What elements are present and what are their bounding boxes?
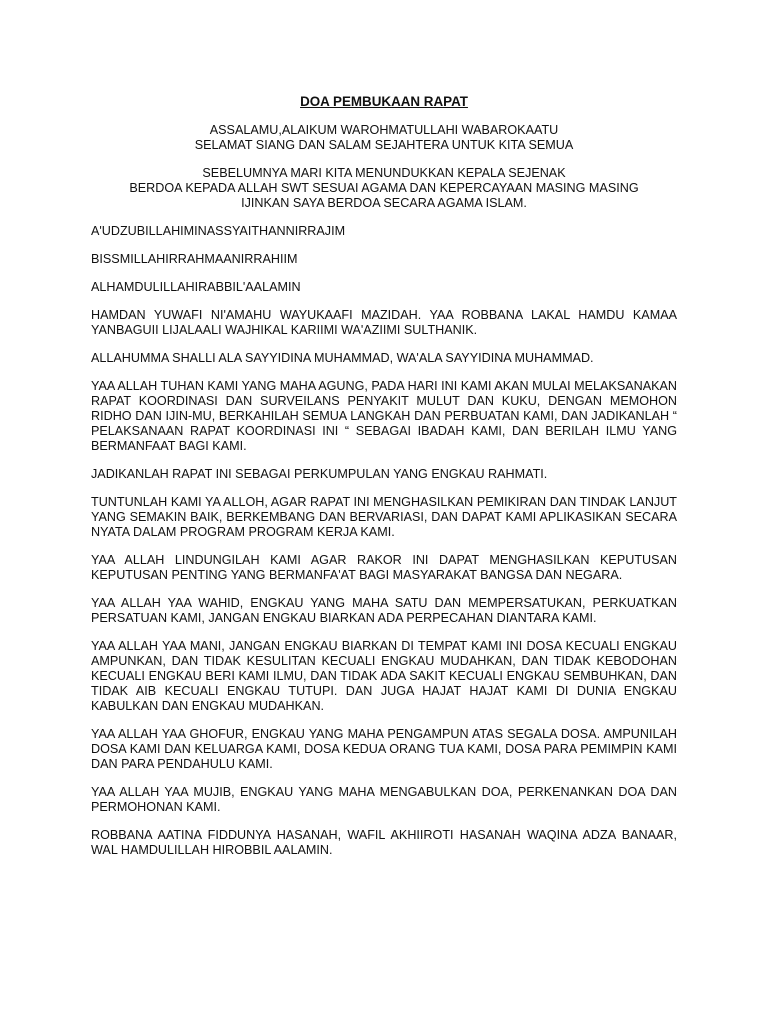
document-title: DOA PEMBUKAAN RAPAT (300, 94, 468, 109)
prayer-paragraph: TUNTUNLAH KAMI YA ALLOH, AGAR RAPAT INI MENGHASILKAN PEMIKIRAN DAN TINDAK LANJUT YANG SEMAKIN BAIK, BERKEMBANG DAN BERVARIASI, DAN DAPAT KAMI APLIKASIKAN SECARA NYATA DALAM PROGRAM PROGRAM KERJA KAMI. (91, 495, 677, 539)
greeting-line: SELAMAT SIANG DAN SALAM SEJAHTERA UNTUK KITA SEMUA (194, 138, 574, 152)
prayer-paragraph: ROBBANA AATINA FIDDUNYA HASANAH, WAFIL AKHIIROTI HASANAH WAQINA ADZA BANAAR, WAL HAMDULILLAH HIROBBIL AALAMIN. (91, 828, 677, 857)
intro-line: BERDOA KEPADA ALLAH SWT SESUAI AGAMA DAN KEPERCAYAAN MASING MASING (129, 181, 639, 195)
prayer-paragraph: HAMDAN YUWAFI NI'AMAHU WAYUKAAFI MAZIDAH. YAA ROBBANA LAKAL HAMDU KAMAA YANBAGUII LIJALAALI WAJHIKAL KARIIMI WA'AZIIMI SULTHANIK. (91, 308, 677, 337)
prayer-paragraph: YAA ALLAH YAA GHOFUR, ENGKAU YANG MAHA PENGAMPUN ATAS SEGALA DOSA. AMPUNILAH DOSA KAMI DAN KELUARGA KAMI, DOSA KEDUA ORANG TUA KAMI, DOSA PARA PEMIMPIN KAMI DAN PARA PENDAHULU KAMI. (91, 727, 677, 771)
greeting-block (91, 123, 677, 153)
intro-line: IJINKAN SAYA BERDOA SECARA AGAMA ISLAM. (241, 196, 527, 210)
prayer-paragraph: JADIKANLAH RAPAT INI SEBAGAI PERKUMPULAN YANG ENGKAU RAHMATI. (91, 467, 548, 481)
prayer-paragraph: ALLAHUMMA SHALLI ALA SAYYIDINA MUHAMMAD, WA'ALA SAYYIDINA MUHAMMAD. (91, 351, 594, 365)
prayer-paragraph: ALHAMDULILLAHIRABBIL'AALAMIN (91, 280, 301, 294)
prayer-paragraph: YAA ALLAH LINDUNGILAH KAMI AGAR RAKOR INI DAPAT MENGHASILKAN KEPUTUSAN KEPUTUSAN PENTING YANG BERMANFA'AT BAGI MASYARAKAT BANGSA DAN NEGARA. (91, 553, 677, 582)
intro-line: SEBELUMNYA MARI KITA MENUNDUKKAN KEPALA SEJENAK (202, 166, 566, 180)
prayer-paragraph: YAA ALLAH YAA MUJIB, ENGKAU YANG MAHA MENGABULKAN DOA, PERKENANKAN DOA DAN PERMOHONAN KAMI. (91, 785, 677, 814)
greeting-line: ASSALAMU,ALAIKUM WAROHMATULLAHI WABAROKAATU (209, 123, 559, 137)
prayer-paragraph: YAA ALLAH YAA MANI, JANGAN ENGKAU BIARKAN DI TEMPAT KAMI INI DOSA KECUALI ENGKAU AMPUNKAN, DAN TIDAK KESULITAN KECUALI ENGKAU MUDAHKAN, DAN TIDAK KEBODOHAN KECUALI ENGKAU BERI KAMI ILMU, DAN TIDAK ADA SAKIT KECUALI ENGKAU SEMBUHKAN, DAN TIDAK AIB KECUALI ENGKAU TUTUPI. DAN JUGA HAJAT HAJAT KAMI DI DUNIA ENGKAU KABULKAN DAN ENGKAU MUDAHKAN. (91, 639, 677, 713)
prayer-paragraph: YAA ALLAH YAA WAHID, ENGKAU YANG MAHA SATU DAN MEMPERSATUKAN, PERKUATKAN PERSATUAN KAMI, JANGAN ENGKAU BIARKAN ADA PERPECAHAN DIANTARA KAMI. (91, 596, 677, 625)
prayer-paragraph: A'UDZUBILLAHIMINASSYAITHANNIRRAJIM (91, 224, 346, 238)
intro-block (91, 166, 677, 211)
prayer-paragraph: BISSMILLAHIRRAHMAANIRRAHIIM (91, 252, 298, 266)
prayer-paragraph: YAA ALLAH TUHAN KAMI YANG MAHA AGUNG, PADA HARI INI KAMI AKAN MULAI MELAKSANAKAN RAPAT KOORDINASI DAN SURVEILANS PENYAKIT MULUT DAN KUKU, DENGAN MEMOHON RIDHO DAN IJIN-MU, BERKAHILAH SEMUA LANGKAH DAN PERBUATAN KAMI, DAN JADIKANLAH “ PELAKSANAAN RAPAT KOORDINASI INI “ SEBAGAI IBADAH KAMI, DAN BERILAH ILMU YANG BERMANFAAT BAGI KAMI. (91, 379, 678, 453)
